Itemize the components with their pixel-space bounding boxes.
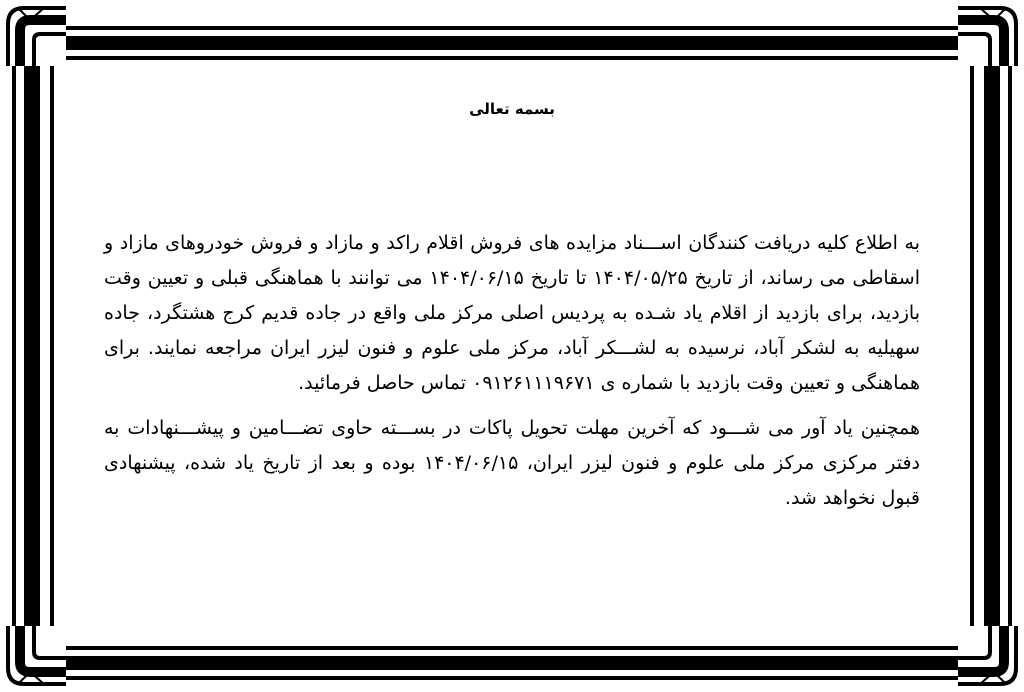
border-line-top-outer: [0, 26, 1024, 30]
border-line-top-thick: [0, 36, 1024, 50]
paragraph-deadline-notice: همچنین یاد آور می شـــود که آخرین مهلت تحویل پاکات در بســـته حاوی تضـــامین و پیشـــنهادات به دفتر مرکزی مرکز ملی علوم و فنون لیزر ایران، ۱۴۰۴/۰۶/۱۵ بوده و بعد از تاریخ یاد شده، پیشنهادی قبول نخواهد شد.: [104, 417, 920, 509]
paragraph-visit-notice: به اطلاع کلیه دریافت کنندگان اســـناد مزایده های فروش اقلام راکد و مازاد و فروش خودروهای مازاد و اسقاطی می رساند، از تاریخ ۱۴۰۴/۰۵/۲۵ تا تاریخ ۱۴۰۴/۰۶/۱۵ می توانند با هماهنگی قبلی و تعیین وقت بازدید، برای بازدید از اقلام یاد شـده به پردیس اصلی مرکز ملی واقع در جاده قدیم کرج هشتگرد، جاده سهیلیه به لشکر آباد، نرسیده به لشـــکر آباد، مرکز ملی علوم و فنون لیزر ایران مراجعه نمایند. برای هماهنگی و تعیین وقت بازدید با شماره ی ۰۹۱۲۶۱۱۱۹۶۷۱ تماس حاصل فرمائید.: [104, 232, 920, 394]
document-heading: بسمه تعالی: [469, 100, 555, 118]
corner-ornament-top-right: [958, 0, 1024, 66]
border-line-bottom-outer: [0, 676, 1024, 680]
corner-ornament-top-left: [0, 0, 66, 66]
border-line-bottom-inner: [0, 646, 1024, 650]
border-line-bottom-thick: [0, 656, 1024, 670]
document-body: [104, 226, 920, 526]
